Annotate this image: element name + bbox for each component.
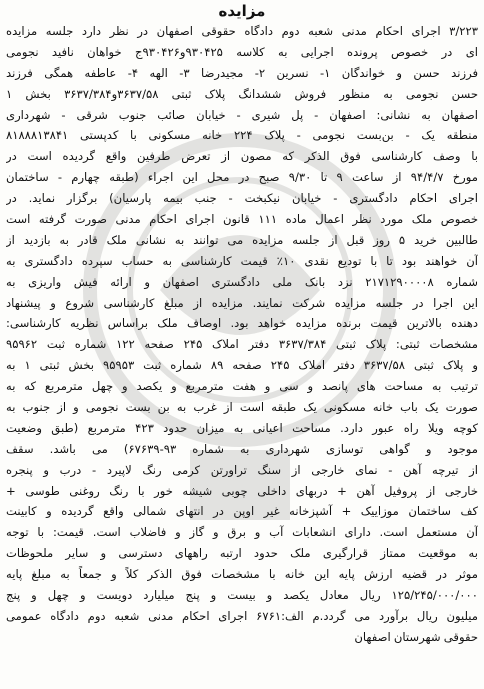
notice-line: ترتیب به مساحت های پانصد و سی و هفت مترمربع و یکصد و چهل مترمربع که به — [6, 379, 478, 394]
notice-line: ۱۲۵/۲۴۵/۰۰۰/۰۰۰ ریال معادل یکصد و بیست و پنج میلیارد دویست و چهل و پنج — [6, 588, 478, 603]
notice-line: موجود و گواهی توسازی شهرداری به شماره ۹۳-۶۷۶۳۹) می باشد. سقف — [6, 441, 478, 456]
notice-line: به موقعیت ممتاز قرارگیری ملک حدود ارتبه راههای دسترسی و سایر ملحوظات — [6, 546, 478, 561]
notice-line: خصوص ملک مورد نظر اعمال ماده ۱۱۱ قانون اجرای احکام مدنی صورت گرفته است — [6, 212, 478, 227]
notice-line: مورخ ۹۴/۴/۷ از ساعت ۹ تا ۹/۳۰ صبح در محل این اجراء (طبقه چهارم - ساختمان — [6, 170, 478, 185]
notice-line: میلیون ریال برآورد می گردد.م الف:۶۷۶۱ اجرای احکام مدنی شعبه دوم دادگاه عمومی — [6, 608, 478, 623]
notice-line: ۳/۲۲۳ اجرای احکام مدنی شعبه دوم دادگاه حقوقی اصفهان در نظر دارد جلسه مزایده — [6, 24, 478, 38]
notice-line: این اجرا در جلسه مزایده شرکت نمایند. مزایده از مبلغ کارشناسی شروع و پیشنهاد — [6, 295, 478, 310]
notice-line: و پلاک ثبتی ۳۶۳۷/۵۸ دفتر املاک ۲۴۵ صفحه ۸۹ شماره ثبت ۹۵۹۵۳ بخش ثبتی ۱ به — [6, 358, 478, 373]
notice-line: صورت یک باب خانه مسکونی یک طبقه است از غرب به بن بست نجومی و از جنوب به — [6, 400, 478, 415]
notice-line: موثر در قضیه ارزش پایه این خانه با مشخصات فوق الذکر کلاً و جمعاً به مبلغ پایه — [6, 567, 478, 582]
notice-line: کف ساختمان موزاییک + آشپزخانه غیر اوپن در انتهای شمالی واقع گردیده و کابینت — [6, 504, 478, 519]
notice-line: خارجی از پروفیل آهن + دربهای داخلی چوبی شیشه خور با رنگ روغنی طوسی + — [6, 483, 478, 498]
notice-line: شماره ۲۱۷۱۲۹۰۰۰۰۸ نزد بانک ملی دادگستری اصفهان و ارائه فیش واریزی به — [6, 274, 478, 289]
notice-line: با وصف کارشناسی فوق الذکر که مصون از تعرض طرفین واقع گردیده است در — [6, 149, 478, 164]
notice-line: مشخصات ثبتی: پلاک ثبتی ۳۶۳۷/۳۸۴ دفتر املاک ۲۴۵ صفحه ۱۲۲ شماره ثبت ۹۵۹۶۲ — [6, 337, 478, 352]
notice-line: حسن نجومی به منظور فروش ششدانگ پلاک ثبتی ۳۶۳۷/۵۸و۳۶۳۷/۳۸۴ بخش ۱ — [6, 86, 478, 101]
notice-body — [6, 21, 478, 648]
notice-line: طالبین خرید ۵ روز قبل از جلسه مزایده می توانند به نشانی ملک قادر به بازدید از — [6, 232, 478, 247]
notice-line: آن خواهند بود تا با تودیع نقدی ۱۰٪ قیمت کارشناسی به حساب سپرده دادگستری به — [6, 253, 478, 268]
notice-line: ای در خصوص پرونده اجرایی به کلاسه ۹۳۰۴۲۵و۹۳۰۴۲۶ج خواهان نافید نجومی — [6, 44, 478, 59]
notice-line: دهنده بالاترین قیمت برنده مزایده خواهد بود. اوصاف ملک براساس نظریه کارشناسی: — [6, 316, 478, 331]
notice-line: حقوقی شهرستان اصفهان — [354, 629, 478, 644]
notice-line: اجرای احکام دادگستری - خیابان نیکبخت - جنب بیمه پارسیان) برگزار نماید. در — [6, 191, 478, 206]
notice-line: منطقه یک - بن‌بست نجومی - پلاک ۲۲۴ خانه مسکونی با کدپستی ۸۱۸۸۸۱۳۸۴۱ — [6, 128, 478, 143]
notice-line: کوچه ویلا راه عبور دارد. مساحت اعیانی به میزان حدود ۴۲۳ مترمربع (طبق وضعیت — [6, 420, 478, 435]
notice-line: از تیرچه آهن - نمای خارجی از سنگ تراورتن کرمی رنگ لاپیرد - درب و پنجره — [6, 462, 478, 477]
notice-line: فرزند حسن و خواندگان ۱- نسرین ۲- مجیدرضا ۳- الهه ۴- عاطفه همگی فرزند — [6, 65, 478, 80]
notice-line: اصفهان به نشانی: اصفهان - پل شیری - خیابان صائب جنوب شرقی - شهرداری — [6, 107, 478, 122]
notice-title: مزایده — [218, 2, 266, 20]
notice-line: آن مستعمل است. دارای انشعابات آب و برق و گاز و فاضلاب است. قیمت: با توجه — [6, 525, 478, 540]
